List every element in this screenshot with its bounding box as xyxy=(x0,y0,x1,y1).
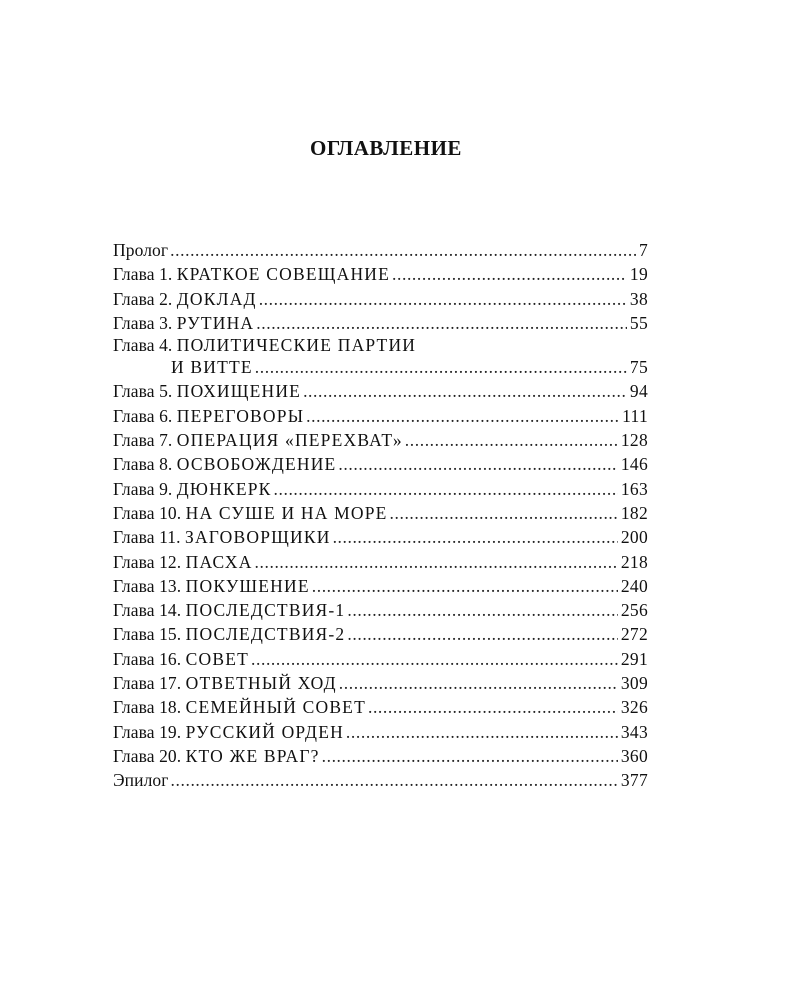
toc-entry-title xyxy=(113,428,403,452)
page-number: 200 xyxy=(620,527,648,548)
toc-entry-first-line xyxy=(113,335,648,355)
toc-entry-title xyxy=(113,477,272,501)
toc-entry[interactable] xyxy=(113,335,648,379)
chapter-number: Пролог xyxy=(113,240,169,260)
chapter-number: Глава 17. xyxy=(113,673,182,694)
toc-entry[interactable] xyxy=(113,550,648,574)
toc-entry[interactable] xyxy=(113,287,648,311)
chapter-title: ПОСЛЕДСТВИЯ-1 xyxy=(185,600,346,621)
toc-entry[interactable] xyxy=(113,525,648,549)
chapter-number: Глава 18. xyxy=(113,697,182,718)
dot-leader xyxy=(256,311,627,335)
chapter-number: Глава 12. xyxy=(113,551,182,572)
dot-leader xyxy=(303,379,627,403)
page-number: 75 xyxy=(629,357,648,378)
toc-entry[interactable] xyxy=(113,262,648,286)
dot-leader xyxy=(255,355,627,379)
toc-entry-title xyxy=(113,238,168,262)
page-number: 377 xyxy=(620,770,648,791)
dot-leader xyxy=(322,744,618,768)
toc-entry[interactable] xyxy=(113,501,648,525)
chapter-title: КРАТКОЕ СОВЕЩАНИЕ xyxy=(176,264,391,285)
toc-entry-title xyxy=(113,574,310,598)
toc-entry[interactable] xyxy=(113,598,648,622)
dot-leader xyxy=(392,262,627,286)
toc-entry[interactable] xyxy=(113,744,648,768)
chapter-number: Глава 4. xyxy=(113,335,173,356)
chapter-number: Глава 11. xyxy=(113,527,181,548)
chapter-title: РУССКИЙ ОРДЕН xyxy=(185,721,344,742)
dot-leader xyxy=(339,671,618,695)
chapter-number: Глава 5. xyxy=(113,381,173,402)
toc-entry[interactable] xyxy=(113,768,648,792)
dot-leader xyxy=(251,647,618,671)
chapter-title: СОВЕТ xyxy=(185,648,250,669)
page-number: 240 xyxy=(620,575,648,596)
toc-entry[interactable] xyxy=(113,238,648,262)
page-number: 38 xyxy=(629,288,648,309)
chapter-title-continued: И ВИТТЕ xyxy=(171,357,253,378)
dot-leader xyxy=(306,404,619,428)
toc-entry[interactable] xyxy=(113,695,648,719)
toc-entry-title xyxy=(113,598,345,622)
chapter-number: Глава 10. xyxy=(113,502,182,523)
toc-entry[interactable] xyxy=(113,574,648,598)
dot-leader xyxy=(368,695,618,719)
chapter-title: КТО ЖЕ ВРАГ? xyxy=(185,745,320,766)
dot-leader xyxy=(333,525,618,549)
chapter-title: НА СУШЕ И НА МОРЕ xyxy=(185,502,388,523)
table-of-contents xyxy=(113,238,648,793)
toc-entry[interactable] xyxy=(113,477,648,501)
toc-entry-title xyxy=(113,622,345,646)
page-number: 309 xyxy=(620,673,648,694)
dot-leader xyxy=(312,574,618,598)
dot-leader xyxy=(390,501,618,525)
toc-entry-title xyxy=(113,525,331,549)
toc-entry-title xyxy=(113,768,169,792)
chapter-title: ДЮНКЕРК xyxy=(176,478,272,499)
toc-entry-title xyxy=(113,452,336,476)
toc-entry-title xyxy=(113,647,249,671)
chapter-number: Глава 1. xyxy=(113,264,173,285)
toc-entry[interactable] xyxy=(113,452,648,476)
dot-leader xyxy=(346,720,618,744)
dot-leader xyxy=(171,768,618,792)
chapter-title: ЗАГОВОРЩИКИ xyxy=(184,527,331,548)
chapter-number: Эпилог xyxy=(113,770,169,791)
chapter-number: Глава 6. xyxy=(113,405,173,426)
chapter-number: Глава 2. xyxy=(113,288,173,309)
chapter-number: Глава 16. xyxy=(113,648,182,669)
toc-entry-title xyxy=(113,720,344,744)
page-number: 218 xyxy=(620,551,648,572)
chapter-title: ПОЛИТИЧЕСКИЕ ПАРТИИ xyxy=(176,335,417,356)
page-number: 256 xyxy=(620,600,648,621)
toc-entry[interactable] xyxy=(113,379,648,403)
chapter-title: ПАСХА xyxy=(185,551,253,572)
toc-entry[interactable] xyxy=(113,622,648,646)
toc-entry-title xyxy=(113,379,301,403)
toc-entry-title xyxy=(113,311,254,335)
dot-leader xyxy=(347,622,617,646)
toc-entry-continued-line xyxy=(113,355,648,379)
page-number: 343 xyxy=(620,721,648,742)
toc-entry-title xyxy=(113,262,390,286)
toc-entry-title xyxy=(113,550,253,574)
page-number: 19 xyxy=(629,264,648,285)
page-number: 55 xyxy=(629,312,648,333)
dot-leader xyxy=(405,428,618,452)
chapter-number: Глава 3. xyxy=(113,312,173,333)
dot-leader xyxy=(170,238,636,262)
toc-entry-title xyxy=(113,671,337,695)
chapter-title: ПОХИЩЕНИЕ xyxy=(176,381,302,402)
dot-leader xyxy=(347,598,617,622)
chapter-title: ОТВЕТНЫЙ ХОД xyxy=(185,673,337,694)
page-number: 182 xyxy=(620,502,648,523)
dot-leader xyxy=(338,452,617,476)
page-number: 146 xyxy=(620,454,648,475)
toc-entry-title xyxy=(113,404,304,428)
chapter-title: ПЕРЕГОВОРЫ xyxy=(176,405,305,426)
page-number: 360 xyxy=(620,745,648,766)
toc-entry[interactable] xyxy=(113,404,648,428)
chapter-title: РУТИНА xyxy=(176,312,255,333)
chapter-number: Глава 7. xyxy=(113,430,173,451)
chapter-title: ПОКУШЕНИЕ xyxy=(185,575,310,596)
page-number: 111 xyxy=(622,405,648,426)
toc-entry-title xyxy=(113,501,388,525)
toc-entry[interactable] xyxy=(113,311,648,335)
chapter-title: СЕМЕЙНЫЙ СОВЕТ xyxy=(185,697,366,718)
chapter-number: Глава 14. xyxy=(113,600,182,621)
chapter-title: ДОКЛАД xyxy=(176,288,257,309)
chapter-number: Глава 9. xyxy=(113,478,173,499)
dot-leader xyxy=(274,477,618,501)
page-number: 128 xyxy=(620,430,648,451)
page-number: 326 xyxy=(620,697,648,718)
chapter-number: Глава 8. xyxy=(113,454,173,475)
chapter-title: ОПЕРАЦИЯ «ПЕРЕХВАТ» xyxy=(176,430,403,451)
chapter-number: Глава 13. xyxy=(113,575,182,596)
page-number: 7 xyxy=(638,240,648,260)
toc-entry-title xyxy=(113,287,257,311)
page-number: 272 xyxy=(620,624,648,645)
chapter-title: ОСВОБОЖДЕНИЕ xyxy=(176,454,337,475)
page-number: 163 xyxy=(620,478,648,499)
chapter-title: ПОСЛЕДСТВИЯ-2 xyxy=(185,624,346,645)
chapter-number: Глава 20. xyxy=(113,745,182,766)
toc-entry[interactable] xyxy=(113,720,648,744)
toc-entry[interactable] xyxy=(113,647,648,671)
chapter-number: Глава 19. xyxy=(113,721,182,742)
page-number: 94 xyxy=(629,381,648,402)
toc-entry[interactable] xyxy=(113,671,648,695)
page-title: ОГЛАВЛЕНИЕ xyxy=(310,136,462,161)
dot-leader xyxy=(259,287,627,311)
toc-entry-title xyxy=(113,744,320,768)
toc-entry-title xyxy=(113,695,366,719)
dot-leader xyxy=(255,550,618,574)
page-number: 291 xyxy=(620,648,648,669)
toc-entry[interactable] xyxy=(113,428,648,452)
toc-entry-title xyxy=(113,335,416,355)
chapter-number: Глава 15. xyxy=(113,624,182,645)
